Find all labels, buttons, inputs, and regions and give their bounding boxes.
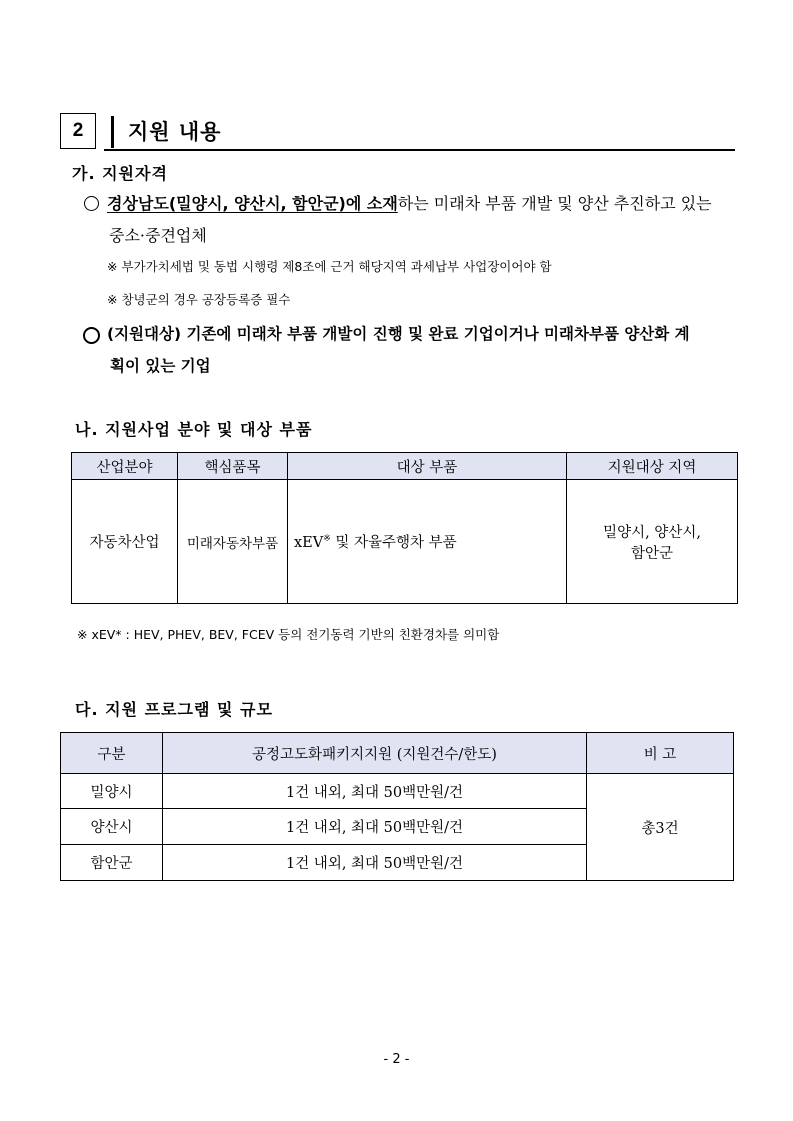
col-header-region: 지원대상 지역	[567, 453, 738, 480]
col-header-division: 구분	[61, 733, 163, 774]
target-line-1: (지원대상) 기존에 미래차 부품 개발이 진행 및 완료 기업이거나 미래차부품 양산화 계	[107, 325, 690, 343]
parts-suffix: 및 자율주행차 부품	[330, 535, 457, 551]
cell-support-1: 1건 내외, 최대 50백만원/건	[163, 809, 587, 845]
target-parts-table	[71, 452, 738, 604]
eligibility-line-2: 중소·중견업체	[109, 226, 207, 245]
bold-circle-bullet-icon	[83, 327, 100, 344]
eligibility-note-2: ※ 창녕군의 경우 공장등록증 필수	[107, 292, 291, 307]
xev-footnote: ※ xEV* : HEV, PHEV, BEV, FCEV 등의 전기동력 기반의 친환경차를 의미함	[77, 627, 500, 642]
cell-core-item: 미래자동차부품	[178, 480, 288, 604]
target-line-2: 획이 있는 기업	[110, 357, 211, 375]
region-line-1: 밀양시, 양산시,	[603, 524, 701, 541]
col-header-industry: 산업분야	[72, 453, 178, 480]
section-number-box	[60, 113, 96, 149]
section-title: 지원 내용	[128, 120, 222, 144]
col-header-remark: 비 고	[587, 733, 734, 774]
parts-mark: ※	[323, 534, 331, 545]
region-line-2: 함안군	[630, 545, 674, 562]
subheading-ga: 가. 지원자격	[72, 164, 168, 183]
cell-parts	[288, 480, 567, 604]
eligibility-desc: 하는 미래차 부품 개발 및 양산 추진하고 있는	[397, 194, 712, 213]
subheading-da: 다. 지원 프로그램 및 규모	[75, 700, 273, 719]
cell-support-0: 1건 내외, 최대 50백만원/건	[163, 774, 587, 809]
eligibility-line-1	[107, 191, 712, 214]
cell-industry: 자동차산업	[72, 480, 178, 604]
section-underline	[104, 149, 735, 151]
subheading-na: 나. 지원사업 분야 및 대상 부품	[75, 420, 313, 439]
eligibility-note-1: ※ 부가가치세법 및 동법 시행령 제8조에 근거 해당지역 과세납부 사업장이어야 함	[107, 259, 552, 274]
hollow-circle-bullet-icon	[84, 196, 99, 211]
section-divider-bar	[111, 116, 114, 148]
program-table	[60, 732, 734, 881]
section-number: 2	[72, 120, 84, 141]
parts-prefix: xEV	[294, 535, 324, 551]
col-header-parts: 대상 부품	[288, 453, 567, 480]
col-header-program: 공정고도화패키지지원 (지원건수/한도)	[163, 733, 587, 774]
cell-region-2: 함안군	[61, 845, 163, 881]
cell-support-2: 1건 내외, 최대 50백만원/건	[163, 845, 587, 881]
cell-region-0: 밀양시	[61, 774, 163, 809]
page-number: - 2 -	[383, 1052, 410, 1067]
eligibility-region: 경상남도(밀양시, 양산시, 함안군)에 소재	[107, 194, 398, 213]
cell-remark: 총3건	[587, 774, 734, 881]
cell-region	[567, 480, 738, 604]
cell-region-1: 양산시	[61, 809, 163, 845]
col-header-core-item: 핵심품목	[178, 453, 288, 480]
